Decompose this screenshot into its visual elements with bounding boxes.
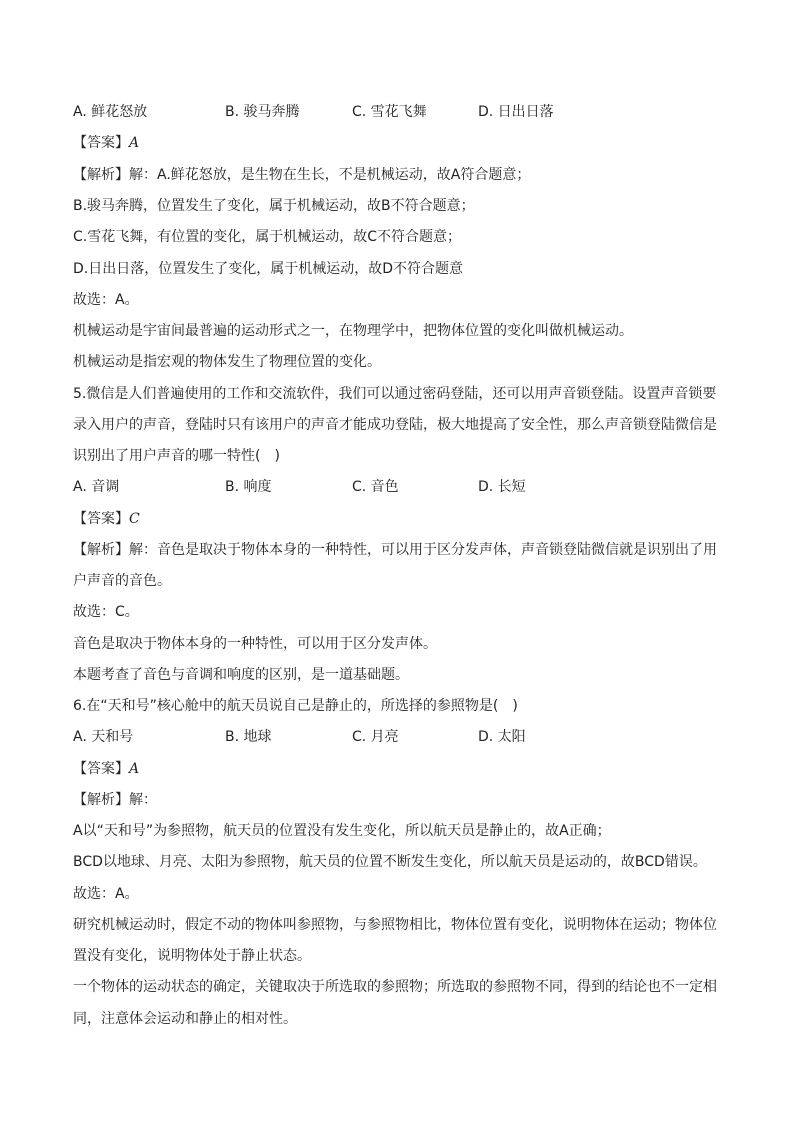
analysis-text: 解： [129, 792, 157, 808]
q6-note-line: 研究机械运动时，假定不动的物体叫参照物，与参照物相比，物体位置有变化，说明物体在运动；物体位 [73, 917, 717, 933]
q4-analysis-line [73, 166, 723, 184]
q6-option-b: B. 地球 [225, 729, 272, 745]
q5-choice-line: 故选：C。 [73, 604, 139, 620]
q6-option-d: D. 太阳 [478, 729, 526, 745]
q6-option-c: C. 月亮 [352, 729, 399, 745]
analysis-text: 解：音色是取决于物体本身的一种特性，可以用于区分发声体，声音锁登陆微信就是识别出了用 [129, 542, 717, 558]
answer-value: C [129, 511, 140, 527]
q4-analysis-line: B.骏马奔腾，位置发生了变化，属于机械运动，故B不符合题意； [73, 198, 475, 214]
q5-analysis-line [73, 541, 723, 559]
q4-note-line: 机械运动是宇宙间最普遍的运动形式之一，在物理学中，把物体位置的变化叫做机械运动。 [73, 323, 633, 339]
q4-note-line: 机械运动是指宏观的物体发生了物理位置的变化。 [73, 354, 381, 370]
q6-answer [73, 760, 723, 778]
q6-analysis-line: A以“天和号”为参照物，航天员的位置没有发生变化，所以航天员是静止的，故A正确； [73, 823, 611, 839]
answer-tag: 【答案】 [73, 761, 129, 777]
q4-option-c: C. 雪花飞舞 [352, 104, 427, 120]
q5-option-b: B. 响度 [225, 479, 272, 495]
q4-option-d: D. 日出日落 [478, 104, 554, 120]
analysis-text: 解：A.鲜花怒放，是生物在生长，不是机械运动，故A符合题意； [129, 167, 531, 183]
answer-tag: 【答案】 [73, 135, 129, 151]
q5-option-c: C. 音色 [352, 479, 399, 495]
q4-option-b: B. 骏马奔腾 [225, 104, 300, 120]
q4-option-a: A. 鲜花怒放 [73, 104, 148, 120]
q6-stem-line: 6.在“天和号”核心舱中的航天员说自己是静止的，所选择的参照物是( ) [73, 698, 518, 714]
q5-options [73, 478, 723, 496]
q4-answer [73, 134, 723, 152]
answer-value: A [129, 761, 140, 777]
q5-note-line: 音色是取决于物体本身的一种特性，可以用于区分发声体。 [73, 636, 437, 652]
analysis-tag: 【解析】 [73, 792, 129, 808]
q5-stem-line: 录入用户的声音，登陆时只有该用户的声音才能成功登陆，极大地提高了安全性，那么声音锁登陆微信是 [73, 417, 717, 433]
q6-choice-line: 故选：A。 [73, 886, 139, 902]
q5-option-d: D. 长短 [478, 479, 526, 495]
q5-stem-line: 5.微信是人们普遍使用的工作和交流软件，我们可以通过密码登陆，还可以用声音锁登陆。设置声音锁要 [73, 386, 717, 402]
q4-choice-line: 故选：A。 [73, 292, 139, 308]
answer-tag: 【答案】 [73, 511, 129, 527]
q6-option-a: A. 天和号 [73, 729, 134, 745]
q4-analysis-line: D.日出日落，位置发生了变化，属于机械运动，故D不符合题意 [73, 261, 464, 277]
q4-options [73, 103, 723, 121]
q6-analysis-line [73, 791, 723, 809]
q6-note-line: 一个物体的运动状态的确定，关键取决于所选取的参照物；所选取的参照物不同，得到的结论也不一定相 [73, 979, 717, 995]
q6-options [73, 728, 723, 746]
q5-note-line: 本题考查了音色与音调和响度的区别，是一道基础题。 [73, 667, 409, 683]
q4-analysis-line: C.雪花飞舞，有位置的变化，属于机械运动，故C不符合题意； [73, 229, 461, 245]
answer-value: A [129, 135, 140, 151]
analysis-tag: 【解析】 [73, 542, 129, 558]
q5-answer [73, 510, 723, 528]
q5-stem-line: 识别出了用户声音的哪一特性( ) [73, 448, 280, 464]
q6-analysis-line: BCD以地球、月亮、太阳为参照物，航天员的位置不断发生变化，所以航天员是运动的，故BCD错误。 [73, 854, 707, 870]
q5-option-a: A. 音调 [73, 479, 120, 495]
analysis-tag: 【解析】 [73, 167, 129, 183]
q5-analysis-line: 户声音的音色。 [73, 573, 171, 589]
q6-note-line: 置没有变化，说明物体处于静止状态。 [73, 948, 311, 964]
q6-note-line: 同，注意体会运动和静止的相对性。 [73, 1011, 297, 1027]
